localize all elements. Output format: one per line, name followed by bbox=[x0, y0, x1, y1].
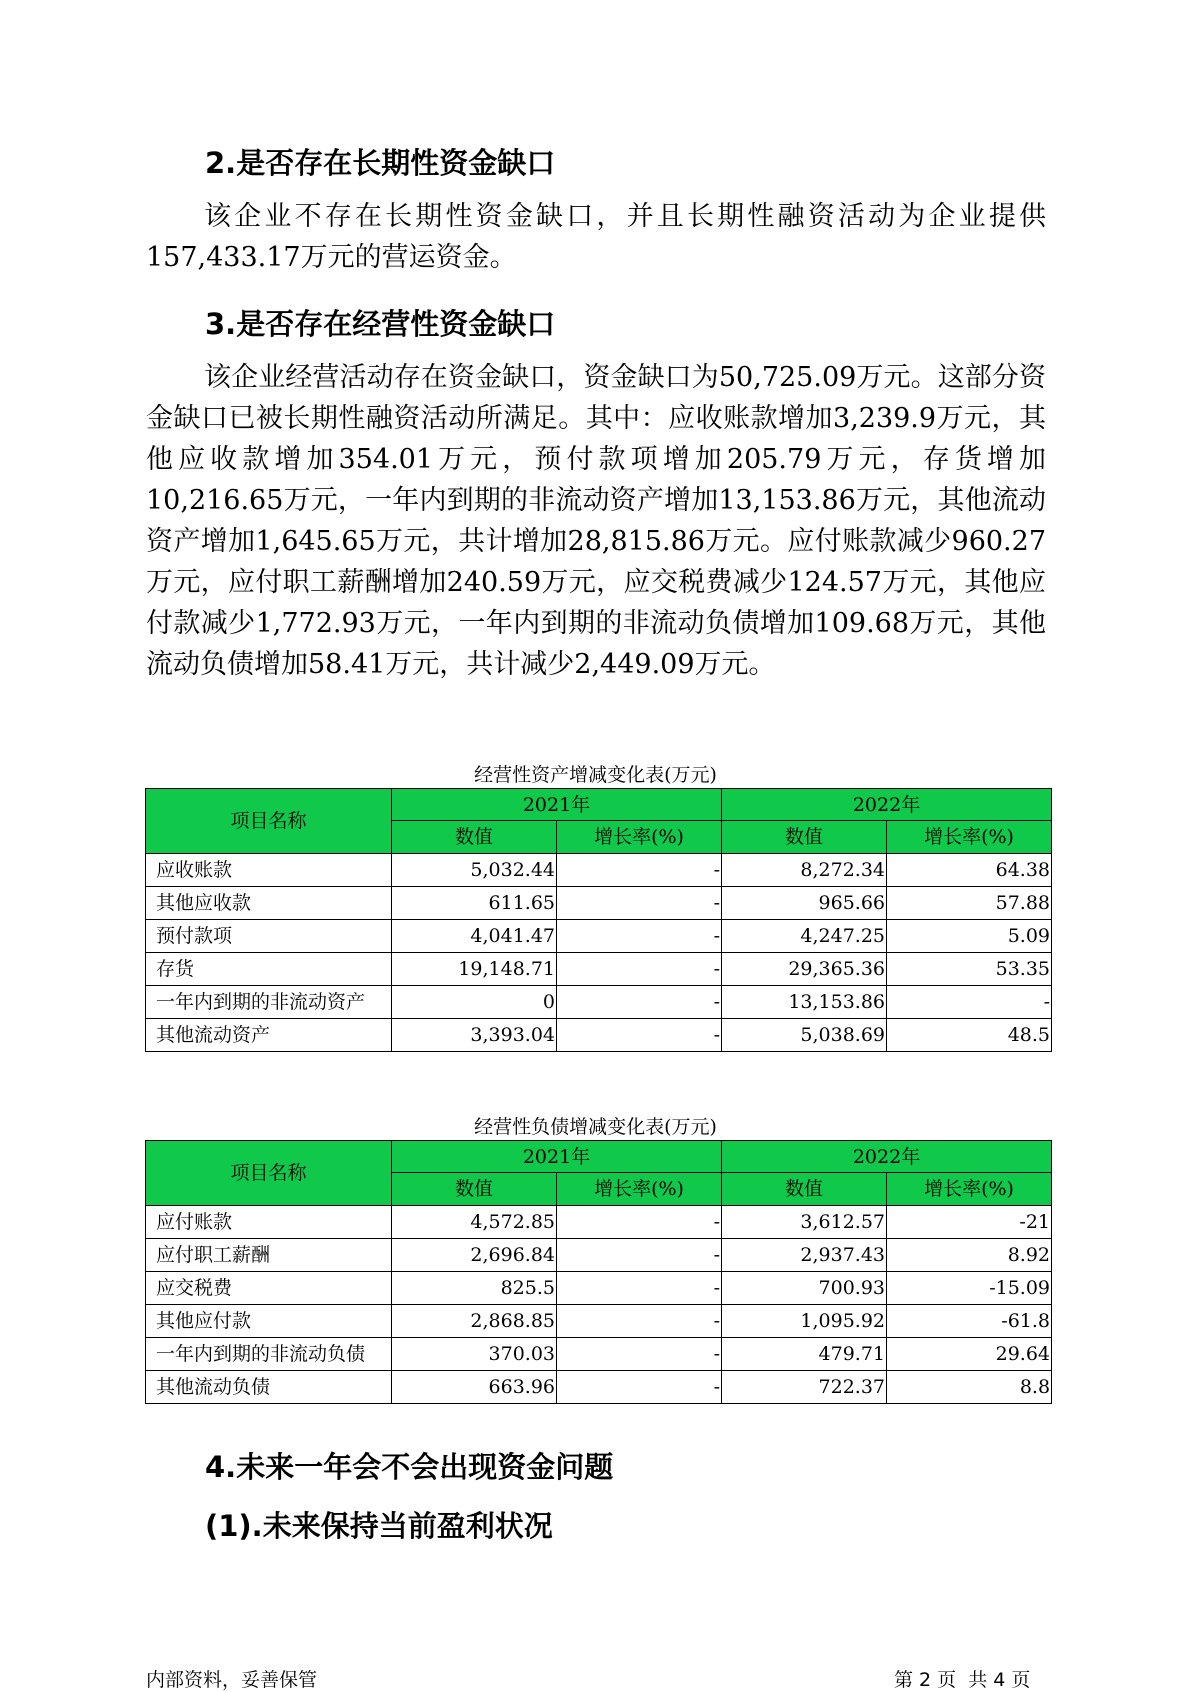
liability-table-row-name: 应付账款 bbox=[146, 1206, 392, 1239]
asset-table-row bbox=[146, 953, 1052, 986]
liability-table-row bbox=[146, 1206, 1052, 1239]
asset-table-row bbox=[146, 986, 1052, 1019]
asset-table-growth-2022: - bbox=[887, 986, 1052, 1019]
asset-table-growth-2021: - bbox=[557, 920, 722, 953]
liability-table-growth-2021: - bbox=[557, 1371, 722, 1404]
asset-table-row-name: 应收账款 bbox=[146, 854, 392, 887]
liability-table-row bbox=[146, 1371, 1052, 1404]
liability-table-value-2021: 2,868.85 bbox=[392, 1305, 557, 1338]
asset-table-growth-2022: 57.88 bbox=[887, 887, 1052, 920]
asset-table-value-2021: 4,041.47 bbox=[392, 920, 557, 953]
liability-table-row bbox=[146, 1272, 1052, 1305]
liability-table-growth-header: 增长率(%) bbox=[887, 1173, 1052, 1206]
liability-table-row-name: 其他应付款 bbox=[146, 1305, 392, 1338]
section-4-subheading: (1).未来保持当前盈利状况 bbox=[205, 1509, 553, 1543]
section-4-heading: 4.未来一年会不会出现资金问题 bbox=[205, 1450, 614, 1484]
liability-table-value-2021: 4,572.85 bbox=[392, 1206, 557, 1239]
liability-table-value-2021: 2,696.84 bbox=[392, 1239, 557, 1272]
section-3-heading: 3.是否存在经营性资金缺口 bbox=[205, 307, 556, 341]
liability-table-row bbox=[146, 1338, 1052, 1371]
asset-table-row-name: 其他流动资产 bbox=[146, 1019, 392, 1052]
asset-table-growth-2021: - bbox=[557, 854, 722, 887]
liability-table-growth-2022: -21 bbox=[887, 1206, 1052, 1239]
liability-table-item-header: 项目名称 bbox=[146, 1141, 392, 1206]
asset-table-value-2022: 13,153.86 bbox=[722, 986, 887, 1019]
liability-table-value-2021: 370.03 bbox=[392, 1338, 557, 1371]
liability-table-row bbox=[146, 1239, 1052, 1272]
asset-table-growth-2022: 64.38 bbox=[887, 854, 1052, 887]
liability-table-value-2022: 700.93 bbox=[722, 1272, 887, 1305]
asset-table-growth-header: 增长率(%) bbox=[887, 821, 1052, 854]
asset-table-row bbox=[146, 854, 1052, 887]
section-2-body: 该企业不存在长期性资金缺口，并且长期性融资活动为企业提供157,433.17万元的营运资金。 bbox=[146, 201, 1046, 273]
asset-table-year2-header: 2022年 bbox=[722, 789, 1052, 821]
asset-table-value-2022: 965.66 bbox=[722, 887, 887, 920]
asset-table-year1-header: 2021年 bbox=[392, 789, 722, 821]
liability-table-value-2021: 663.96 bbox=[392, 1371, 557, 1404]
asset-table-value-2021: 3,393.04 bbox=[392, 1019, 557, 1052]
asset-table-growth-2022: 5.09 bbox=[887, 920, 1052, 953]
liability-table-growth-2022: -15.09 bbox=[887, 1272, 1052, 1305]
liability-table-year2-header: 2022年 bbox=[722, 1141, 1052, 1173]
asset-table-value-2021: 19,148.71 bbox=[392, 953, 557, 986]
asset-table-value-2021: 611.65 bbox=[392, 887, 557, 920]
liability-table-growth-2022: 8.8 bbox=[887, 1371, 1052, 1404]
asset-table-row-name: 一年内到期的非流动资产 bbox=[146, 986, 392, 1019]
liability-table bbox=[145, 1140, 1052, 1404]
asset-table-item-header: 项目名称 bbox=[146, 789, 392, 854]
liability-table-value-2022: 2,937.43 bbox=[722, 1239, 887, 1272]
liability-table-value-header: 数值 bbox=[392, 1173, 557, 1206]
asset-table-value-2022: 4,247.25 bbox=[722, 920, 887, 953]
liability-table-growth-2021: - bbox=[557, 1305, 722, 1338]
liability-table-growth-header: 增长率(%) bbox=[557, 1173, 722, 1206]
asset-table-value-2021: 0 bbox=[392, 986, 557, 1019]
asset-table-value-2022: 5,038.69 bbox=[722, 1019, 887, 1052]
asset-table-value-header: 数值 bbox=[392, 821, 557, 854]
asset-table-growth-2021: - bbox=[557, 986, 722, 1019]
asset-table-row-name: 其他应收款 bbox=[146, 887, 392, 920]
liability-table-growth-2021: - bbox=[557, 1239, 722, 1272]
asset-table-caption: 经营性资产增减变化表(万元) bbox=[474, 764, 717, 786]
asset-table-row bbox=[146, 887, 1052, 920]
asset-table-growth-2022: 53.35 bbox=[887, 953, 1052, 986]
liability-table-value-2022: 479.71 bbox=[722, 1338, 887, 1371]
asset-table-value-2022: 8,272.34 bbox=[722, 854, 887, 887]
asset-table bbox=[145, 788, 1052, 1052]
asset-table-growth-header: 增长率(%) bbox=[557, 821, 722, 854]
asset-table-row-name: 存货 bbox=[146, 953, 392, 986]
liability-table-caption: 经营性负债增减变化表(万元) bbox=[474, 1116, 717, 1138]
asset-table-row-name: 预付款项 bbox=[146, 920, 392, 953]
liability-table-growth-2021: - bbox=[557, 1338, 722, 1371]
asset-table-growth-2021: - bbox=[557, 887, 722, 920]
liability-table-growth-2021: - bbox=[557, 1206, 722, 1239]
liability-table-row bbox=[146, 1305, 1052, 1338]
asset-table-value-header: 数值 bbox=[722, 821, 887, 854]
section-3-body: 该企业经营活动存在资金缺口，资金缺口为50,725.09万元。这部分资金缺口已被长期性融资活动所满足。其中：应收账款增加3,239.9万元，其他应收款增加354.01万元，预付款项增加205.79万元，存货增加10,216.65万元，一年内到期的非流动资产增加13,153.86万元，其他流动资产增加1,645.65万元，共计增加28,815.86万元。应付账款减少960.27万元，应付职工薪酬增加240.59万元，应交税费减少124.57万元，其他应付款减少1,772.93万元，一年内到期的非流动负债增加109.68万元，其他流动负债增加58.41万元，共计减少2,449.09万元。 bbox=[146, 362, 1046, 680]
liability-table-growth-2022: 8.92 bbox=[887, 1239, 1052, 1272]
asset-table-growth-2022: 48.5 bbox=[887, 1019, 1052, 1052]
liability-table-value-2022: 722.37 bbox=[722, 1371, 887, 1404]
footer-confidential-note: 内部资料，妥善保管 bbox=[146, 1669, 318, 1691]
footer-page-number: 第 2 页 共 4 页 bbox=[894, 1669, 1031, 1691]
liability-table-row-name: 一年内到期的非流动负债 bbox=[146, 1338, 392, 1371]
liability-table-growth-2021: - bbox=[557, 1272, 722, 1305]
liability-table-growth-2022: 29.64 bbox=[887, 1338, 1052, 1371]
asset-table-growth-2021: - bbox=[557, 1019, 722, 1052]
liability-table-value-2021: 825.5 bbox=[392, 1272, 557, 1305]
asset-table-growth-2021: - bbox=[557, 953, 722, 986]
asset-table-row bbox=[146, 1019, 1052, 1052]
liability-table-row-name: 其他流动负债 bbox=[146, 1371, 392, 1404]
liability-table-value-header: 数值 bbox=[722, 1173, 887, 1206]
liability-table-year1-header: 2021年 bbox=[392, 1141, 722, 1173]
liability-table-row-name: 应交税费 bbox=[146, 1272, 392, 1305]
liability-table-growth-2022: -61.8 bbox=[887, 1305, 1052, 1338]
asset-table-value-2021: 5,032.44 bbox=[392, 854, 557, 887]
liability-table-value-2022: 3,612.57 bbox=[722, 1206, 887, 1239]
liability-table-row-name: 应付职工薪酬 bbox=[146, 1239, 392, 1272]
liability-table-value-2022: 1,095.92 bbox=[722, 1305, 887, 1338]
asset-table-value-2022: 29,365.36 bbox=[722, 953, 887, 986]
asset-table-row bbox=[146, 920, 1052, 953]
section-2-heading: 2.是否存在长期性资金缺口 bbox=[205, 146, 556, 180]
